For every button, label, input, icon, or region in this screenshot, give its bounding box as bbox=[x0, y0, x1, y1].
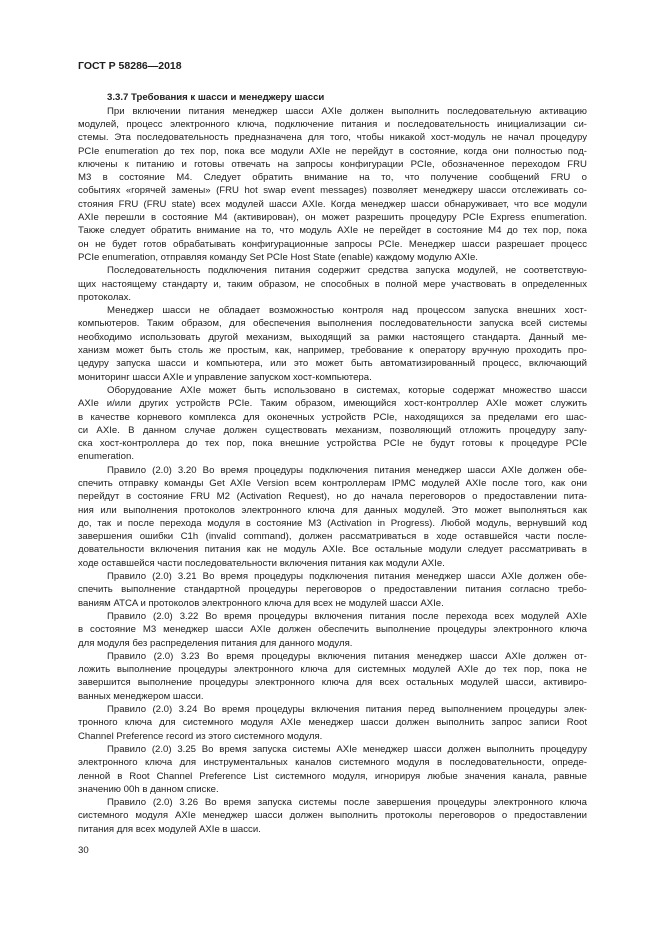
paragraph bbox=[78, 610, 587, 650]
text-line: ленной в Root Channel Preference List системного модуля, игнорируя любые значения канала, равные bbox=[78, 770, 587, 782]
text-line: При включении питания менеджер шасси AXIe должен выполнить последовательную активацию bbox=[107, 105, 587, 117]
paragraph bbox=[78, 384, 587, 464]
text-line: стемы. Эта последовательность предназначена для того, чтобы никакой хост-модуль не начал процедуру bbox=[78, 132, 587, 144]
text-line: си AXIe. В данном случае должен существовать механизм, позволяющий отложить процедуру запу- bbox=[78, 424, 587, 436]
text-line: в состояние M3 менеджер шасси AXIe должен обеспечить выполнение процедуры электронного ключа bbox=[78, 624, 587, 636]
text-line: спечить выполнение стандартной процедуры переговоров о предоставлении питания согласно требо- bbox=[78, 584, 587, 596]
text-line: Правило (2.0) 3.26 Во время запуска системы после завершения процедуры электронного ключа bbox=[107, 797, 587, 809]
paragraph bbox=[78, 796, 587, 836]
text-line: Оборудование AXIe может быть использовано в системах, которые содержат множество шасси bbox=[107, 384, 587, 396]
paragraph bbox=[78, 743, 587, 796]
text-line: ложить выполнение процедуры электронного ключа для системных модулей AXIe до тех пор, пока не bbox=[78, 664, 587, 676]
text-line: событиях «горячей замены» (FRU hot swap event messages) позволяет менеджеру шасси отслеживать со- bbox=[78, 185, 587, 197]
text-line: питания для всех модулей AXIe в шасси. bbox=[78, 823, 261, 835]
standard-designation: ГОСТ Р 58286—2018 bbox=[78, 60, 182, 72]
text-line: PCIe enumeration до тех пор, пока все модули AXIe не перейдут в состояние, когда они полностью под- bbox=[78, 145, 587, 157]
text-line: протоколах. bbox=[78, 291, 132, 303]
text-line: щих настоящему стандарту и, таким образом, не способных в полной мере участвовать в определенных bbox=[78, 278, 587, 290]
page-number: 30 bbox=[78, 844, 89, 856]
section-body bbox=[78, 91, 587, 836]
text-line: перейдут в состояние FRU M2 (Activation Request), но до начала переговоров о предоставлении пита- bbox=[78, 491, 587, 503]
text-line: ванных менеджером шасси. bbox=[78, 690, 204, 702]
text-line: для модуля без распределения питания для данного модуля. bbox=[78, 637, 353, 649]
text-line: системного модуля AXIe менеджер шасси должен выполнить протоколы переговоров о предоставлении bbox=[78, 810, 587, 822]
text-line: ния или выполнения протоколов электронного ключа для данных модулей. Это может выполняться как bbox=[78, 504, 587, 516]
text-line: он не будет готов обрабатывать конфигурационные запросы PCIe. Менеджер шасси разрешает процесс bbox=[78, 238, 587, 250]
text-line: Правило (2.0) 3.22 Во время процедуры включения питания после перехода всех модулей AXIe bbox=[107, 610, 587, 622]
paragraph bbox=[78, 304, 587, 384]
text-line: довательности включения питания как не модуль AXIe. Все остальные модули следует рассматривать в bbox=[78, 544, 587, 556]
text-line: PCIe enumeration, отправляя команду Set PCIe Host State (enable) каждому модулю AXIe. bbox=[78, 251, 478, 263]
text-line: ваниям ATCA и протоколов электронного ключа для всех не модулей шасси AXIe. bbox=[78, 597, 444, 609]
text-line: ходе оставшейся части последовательности включения питания как модули AXIe. bbox=[78, 557, 445, 569]
text-line: Правило (2.0) 3.25 Во время запуска системы AXIe менеджер шасси должен выполнить процедуру bbox=[107, 743, 587, 755]
paragraph bbox=[78, 703, 587, 743]
text-line: Правило (2.0) 3.21 Во время процедуры подключения питания менеджер шасси AXIe должен обе- bbox=[107, 571, 587, 583]
text-line: ханизм может быть столь же простым, как, например, требование к оператору вручную проходить про- bbox=[78, 345, 587, 357]
text-line: Последовательность подключения питания содержит средства запуска модулей, не соответствую- bbox=[107, 265, 587, 277]
text-line: до, так и после перехода модуля в состояние M3 (Activation in Progress). Любой модуль, вернувший код bbox=[78, 517, 587, 529]
text-line: AXIe и/или других устройств PCIe. Таким образом, имеющийся хост-контроллер AXIe может служить bbox=[78, 398, 587, 410]
text-line: завершится выполнение процедуры электронного ключа для всех остальных модулей шасси, активиро- bbox=[78, 677, 587, 689]
text-line: Правило (2.0) 3.23 Во время процедуры включения питания менеджер шасси AXIe должен от- bbox=[107, 650, 587, 662]
text-line: enumeration. bbox=[78, 451, 134, 463]
text-line: значению 00h в данном списке. bbox=[78, 783, 219, 795]
text-line: электронного ключа для инструментальных каналов системного модуля в последовательности, опреде- bbox=[78, 757, 587, 769]
paragraph bbox=[78, 464, 587, 570]
section-heading: 3.3.7 Требования к шасси и менеджеру шасси bbox=[107, 92, 325, 104]
text-line: мониторинг шасси AXIe и управление запуском хост-компьютера. bbox=[78, 371, 372, 383]
text-line: M3 в состояние M4. Следует обратить внимание на то, что получение сообщений FRU о bbox=[78, 172, 587, 184]
text-line: Менеджер шасси не обладает возможностью контроля над процессом запуска внешних хост- bbox=[107, 305, 587, 317]
text-line: спечить отправку команды Get AXIe Version всем контроллерам IPMC модулей AXIe после того, как они bbox=[78, 478, 587, 489]
text-line: Правило (2.0) 3.20 Во время процедуры подключения питания менеджер шасси AXIe должен обе- bbox=[107, 464, 587, 476]
paragraph bbox=[78, 105, 587, 265]
text-line: AXIe перешли в состояние M4 (активирован), он может разрешить процедуру PCIe Express enumeration. bbox=[78, 212, 587, 224]
text-line: Также следует обратить внимание на то, что модуль AXIe не перейдет в состояние M4 до тех пор, пока bbox=[78, 225, 587, 237]
text-line: необходимо использовать другой механизм, выходящий за рамки настоящего стандарта. Данный ме- bbox=[78, 331, 587, 343]
text-line: тронного ключа для системного модуля AXIe менеджер шасси должен выполнить запрос записи Root bbox=[78, 717, 587, 729]
text-line: стояния FRU (FRU state) всех модулей шасси AXIe. Когда менеджер шасси обнаруживает, что все модули bbox=[78, 198, 587, 210]
text-line: Правило (2.0) 3.24 Во время процедуры включения питания перед выполнением процедуры элек- bbox=[107, 704, 587, 716]
text-line: модулей, процесс электронного ключа, подключение питания и последовательность инициализации си- bbox=[78, 118, 587, 130]
text-line: ска хост-контроллера до тех пор, пока внешние устройства PCIe не будут готовы к процедуре PCIe bbox=[78, 438, 587, 450]
paragraph bbox=[78, 570, 587, 610]
text-line: компьютеров. Таким образом, для обеспечения выполнения последовательности запуска всей системы bbox=[78, 318, 587, 330]
text-line: цедуру запуска шасси и компьютера, или это может быть автоматизированный процесс, включающий bbox=[78, 358, 587, 370]
text-line: ключены к питанию и готовы отвечать на запросы конфигурации PCIe, обозначенное переходом FRU bbox=[78, 158, 587, 170]
text-line: завершения ошибки C1h (invalid command), должен рассматриваться в ходе оставшейся части после- bbox=[78, 531, 587, 543]
text-line: Channel Preference record из этого системного модуля. bbox=[78, 730, 323, 742]
paragraph bbox=[78, 650, 587, 703]
paragraph bbox=[78, 264, 587, 304]
text-line: в качестве корневого комплекса для оконечных устройств PCIe, находящихся за пределами его шас- bbox=[78, 411, 587, 423]
